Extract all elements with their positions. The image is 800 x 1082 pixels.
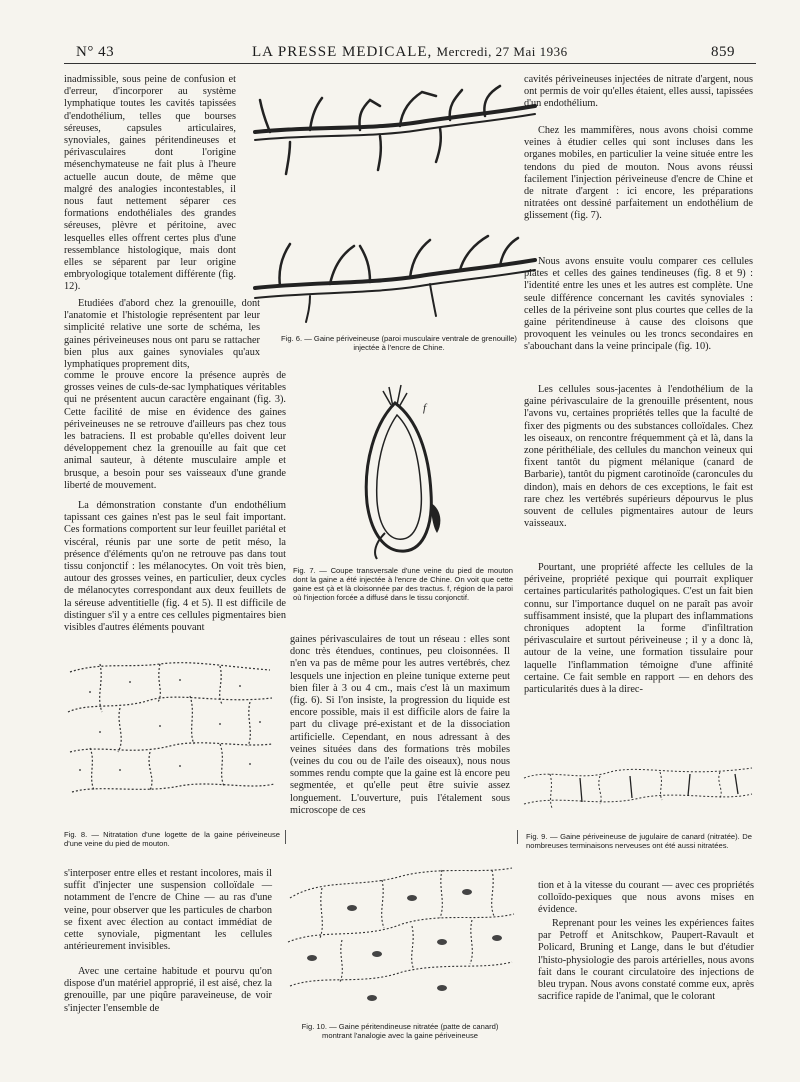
col1-paragraph-1: inadmissible, sous peine de confusion et d'erreur, d'incorporer au système lymphatique toutes les cavités tapissées d'endothélium, telles que bourses séreuses, capsules articulaires, synoviales, gaines péritendineuses et périvasculaires dont l'origine mésenchymateuse ne fait plus à l'heure actuelle aucun doute, de même que malgré des analogies incontestables, il nous faut nettement séparer ces formations endothéliales des grandes séreuses, plèvre et péritoine, avec lesquelles elles offrent certes plus d'une ressemblance histologique, mais dont elles se séparent par leur origine embryologique totalement différente (fig. 12).	[64, 74, 236, 293]
col3-paragraph-2: Chez les mammifères, nous avons choisi comme veines à étudier celles qui sont incluses dans les organes mobiles, en particulier la veine située entre les tendons du pied de mouton. Nous avons réussi facilement l'injection périveineuse d'encre de Chine et de nitrate d'argent : ici encore, les préparations nitratées ont dessiné parfaitement un endothélium de glissement (fig. 7).	[524, 125, 753, 222]
col3-paragraph-5: Pourtant, une propriété affecte les cellules de la périveine, propriété pexique qui pourrait expliquer certaines particularités pathologiques. C'est un fait bien connu, sur l'importance duquel on ne paraît pas avoir suffisamment insisté, que la plupart des inflammations chroniques adoptent la forme d'infiltration périvasculaire et surtout périveineuse ; il y a donc là, autour de la veine, une formation tissulaire pour laquelle l'inflammation témoigne d'une affinité certaine. Ce fait semble en rapport — en dehors des particularités dues à la direc-	[524, 562, 753, 696]
col2-paragraph-1: gaines périvasculaires de tout un réseau : elles sont donc très étendues, continues, peu cloisonnées. Il n'en va pas de même pour les autres vertébrés, chez lesquels une injection en pleine tunique externe peut bien filer à 3 ou 4 cm., mais c'est là un maximum (fig. 6). Si l'on insiste, la progression du liquide est encore possible, mais il est difficile alors de faire la part du clivage pré-existant et de la dissociation artificielle. Cependant, en nous adressant à des veines situées dans des formations très mobiles (veines du cou ou de l'aile des oiseaux), nous nous sommes rendu compte que la gaine est là encore peu segmentée, et qu'elle peut être suivie assez longuement. L'ouverture, puis l'étalement sous microscope de ces	[290, 634, 510, 816]
figure-10-caption: Fig. 10. — Gaine péritendineuse nitratée (patte de canard) montrant l'analogie avec la gaine périveineuse	[301, 1022, 499, 1040]
figure-7-label: f	[423, 402, 427, 414]
figure-9-illustration	[520, 758, 756, 826]
figure-8-caption: Fig. 8. — Nitratation d'une logette de la gaine périveineuse d'une veine du pied de mouton.	[64, 830, 280, 848]
journal-title: LA PRESSE MEDICALE,	[252, 44, 433, 60]
figure-9-caption: Fig. 9. — Gaine périveineuse de jugulaire de canard (nitratée). De nombreuses terminaisons nerveuses ont été aussi nitratées.	[526, 832, 752, 850]
column-separator-right	[517, 830, 518, 844]
column-separator-left	[285, 830, 286, 844]
journal-header	[252, 44, 568, 61]
col1-paragraph-2: Etudiées d'abord chez la grenouille, dont l'anatomie et l'histologie représentent par leur simplicité relative une sorte de schéma, les gaines périveineuses nous ont paru se rattacher bien plus aux gaines synoviales qu'aux lymphatiques proprement dits,	[64, 298, 260, 371]
figure-10-illustration	[282, 858, 518, 1024]
col1-paragraph-4: La démonstration constante d'un endothélium tapissant ces gaines n'est pas le seul fait important. Ces formations comportent sur leur feuillet pariétal et viscéral, réunis par une sorte de petit méso, la présence d'éléments qu'on ne retrouve pas dans tout tissu conjonctif : les mélanocytes. On voit très bien, autour des grosses veines, en particulier, deux cycles de mélanocytes correspondant aux deux feuillets de la séreuse adventitielle (fig. 4 et 5). Il est difficile de distinguer s'il y a entre ces cellules pigmentaires bien visibles d'autres éléments pouvant	[64, 500, 286, 634]
col1-paragraph-6: Avec une certaine habitude et pourvu qu'on dispose d'un matériel approprié, il est aisé, chez la grenouille, par une piqûre paraveineuse, de voir s'injecter l'ensemble de	[64, 966, 272, 1014]
header-rule	[64, 63, 756, 64]
issue-date: Mercredi, 27 Mai 1936	[436, 44, 568, 59]
figure-7-caption: Fig. 7. — Coupe transversale d'une veine du pied de mouton dont la gaine a été injectée à l'encre de Chine. On voit que cette gaine est çà et là cloisonnée par des tractus. f, région de la paroi où l'injection forcée a diffusé dans le tissu conjonctif.	[293, 566, 513, 602]
figure-6-caption: Fig. 6. — Gaine périveineuse (paroi musculaire ventrale de grenouille) injectée à l'encre de Chine.	[281, 334, 517, 352]
col3-paragraph-3: Nous avons ensuite voulu comparer ces cellules plates et celles des gaines tendineuses (fig. 8 et 9) : l'identité entre les unes et les autres est complète. Une seule différence concernant les cavités synoviales : celles de la périveine sont plus courtes que celles de la gaine péritendineuse à cause des cloisons que provoquent les veinules ou les troncs secondaires en s'abouchant dans la veine principale (fig. 10).	[524, 256, 753, 353]
figure-6-illustration	[250, 70, 540, 328]
figure-7-illustration	[345, 383, 455, 561]
col1-paragraph-5: s'interposer entre elles et restant incolores, mais il suffit d'injecter une suspension colloïdale — notamment de l'encre de Chine — au ras d'une veine, pour observer que les particules de charbon se fixent avec élection au contact immédiat de cette synoviale, pigmentant les cellules antérieurement invisibles.	[64, 868, 272, 953]
col1-paragraph-3: comme le prouve encore la présence auprès de grosses veines de culs-de-sac lymphatiques véritables qui ne présentent aucun caractère engainant (fig. 3). Cette facilité de mise en évidence des gaines périveineuses ne se retrouve d'ailleurs pas chez tous les batraciens. Il est probable qu'elles doivent leur développement chez la grenouille au fait que cet animal sauteur, à détente musculaire ample et brusque, a besoin pour ses vaisseaux d'une grande liberté de mouvement.	[64, 370, 286, 491]
page-number: 859	[711, 44, 735, 60]
col3-paragraph-7: Reprenant pour les veines les expériences faites par Petroff et Anitschkow, Paupert-Ravault et Policard, Bruning et Lange, dans le but d'étudier l'histo-physiologie des parois artérielles, nous avons fait dans le courant circulatoire des injections de bleu trypan. Nous avons constaté comme eux, après sacrifice rapide de l'animal, que le colorant	[538, 918, 754, 1003]
issue-number: N° 43	[76, 44, 115, 60]
figure-8-illustration	[60, 652, 282, 822]
col3-paragraph-4: Les cellules sous-jacentes à l'endothélium de la gaine périvasculaire de la grenouille présentent, nous l'avons vu, certaines propriétés telles que la faculté de fixer des pigments ou des substances colloïdales. Chez les oiseaux, on rencontre fréquemment çà et là, dans la zone périthéliale, des cellules du manchon veineux qui fixent tantôt du pigment mélanique (canard de Barbarie), tantôt du pigment carotinoïde (caroncules du dindon), mais en dehors de ces exceptions, le fait est rare chez les vertébrés supérieurs dépourvus le plus souvent de cellules pigmentaires autour de leurs vaisseaux.	[524, 384, 753, 530]
col3-paragraph-6: tion et à la vitesse du courant — avec ces propriétés colloïdo-pexiques que nous avons mises en évidence.	[538, 880, 754, 916]
col3-paragraph-1: cavités périveineuses injectées de nitrate d'argent, nous ont permis de voir qu'elles étaient, elles aussi, tapissées d'un endothélium.	[524, 74, 753, 110]
